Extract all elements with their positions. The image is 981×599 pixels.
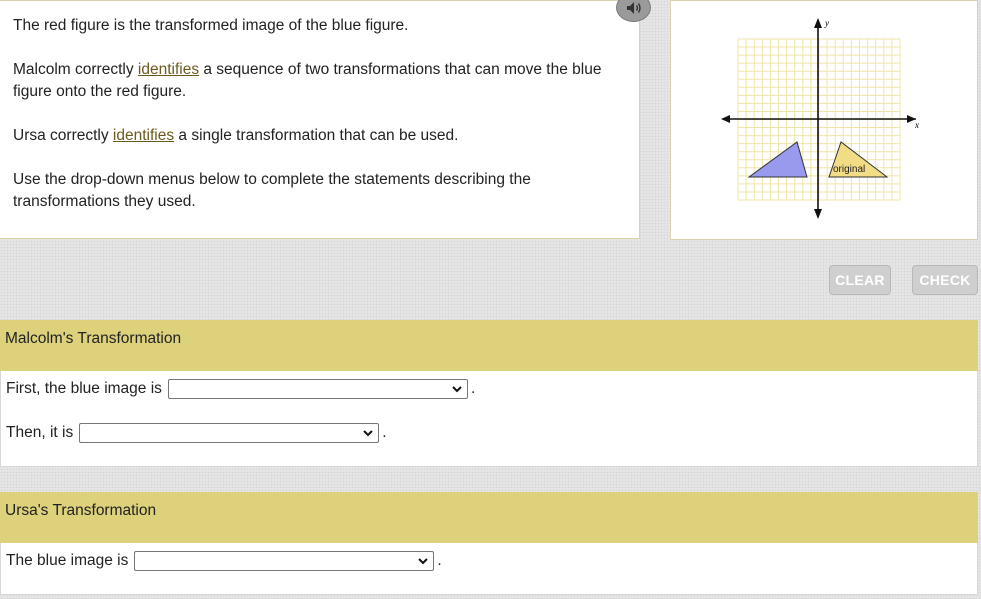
ursa-section-title: Ursa's Transformation: [5, 502, 157, 519]
clear-button[interactable]: CLEAR: [829, 265, 891, 295]
coordinate-plane: [671, 1, 979, 241]
malcolm-section-title: Malcolm's Transformation: [5, 330, 182, 347]
malcolm-section-body: [0, 371, 978, 467]
malcolm-section-header: [0, 320, 978, 371]
malcolm-then-row: Then, it is .: [6, 424, 387, 441]
y-axis-arrow-down: [814, 209, 822, 219]
original-label: original: [833, 164, 866, 175]
prompt-line-3: Ursa correctly identifies a single transformation that can be used.: [13, 127, 459, 144]
malcolm-first-label: First, the blue image is: [6, 380, 162, 397]
ursa-row: The blue image is .: [6, 552, 442, 569]
identifies-link-ursa[interactable]: identifies: [112, 127, 175, 144]
chevron-down-icon: [451, 382, 463, 396]
ursa-section-body: [0, 543, 978, 595]
malcolm-then-label: Then, it is: [6, 424, 74, 441]
identifies-link-malcolm[interactable]: identifies: [137, 61, 200, 78]
figure-panel: [670, 0, 978, 240]
malcolm-first-row: First, the blue image is .: [6, 380, 476, 397]
ursa-section-header: [0, 492, 978, 543]
y-axis-arrow-up: [814, 18, 822, 28]
y-axis-label: y: [825, 18, 829, 28]
x-axis-arrow-left: [721, 115, 730, 123]
prompt-line-2: Malcolm correctly identifies a sequence of two transformations that can move the blue figure onto the red figure.: [13, 61, 602, 100]
chevron-down-icon: [417, 554, 429, 568]
malcolm-first-dropdown[interactable]: [168, 379, 468, 399]
x-axis-label: x: [915, 120, 919, 130]
check-button[interactable]: CHECK: [912, 265, 978, 295]
ursa-dropdown[interactable]: [134, 551, 434, 571]
prompt-line-4: Use the drop-down menus below to complete the statements describing the transformations they used.: [13, 171, 531, 210]
chevron-down-icon: [362, 426, 374, 440]
prompt-line-1: The red figure is the transformed image of the blue figure.: [13, 17, 409, 34]
prompt-panel: [0, 0, 640, 239]
ursa-label: The blue image is: [6, 552, 129, 569]
malcolm-then-dropdown[interactable]: [79, 423, 379, 443]
speaker-icon: [626, 1, 642, 15]
